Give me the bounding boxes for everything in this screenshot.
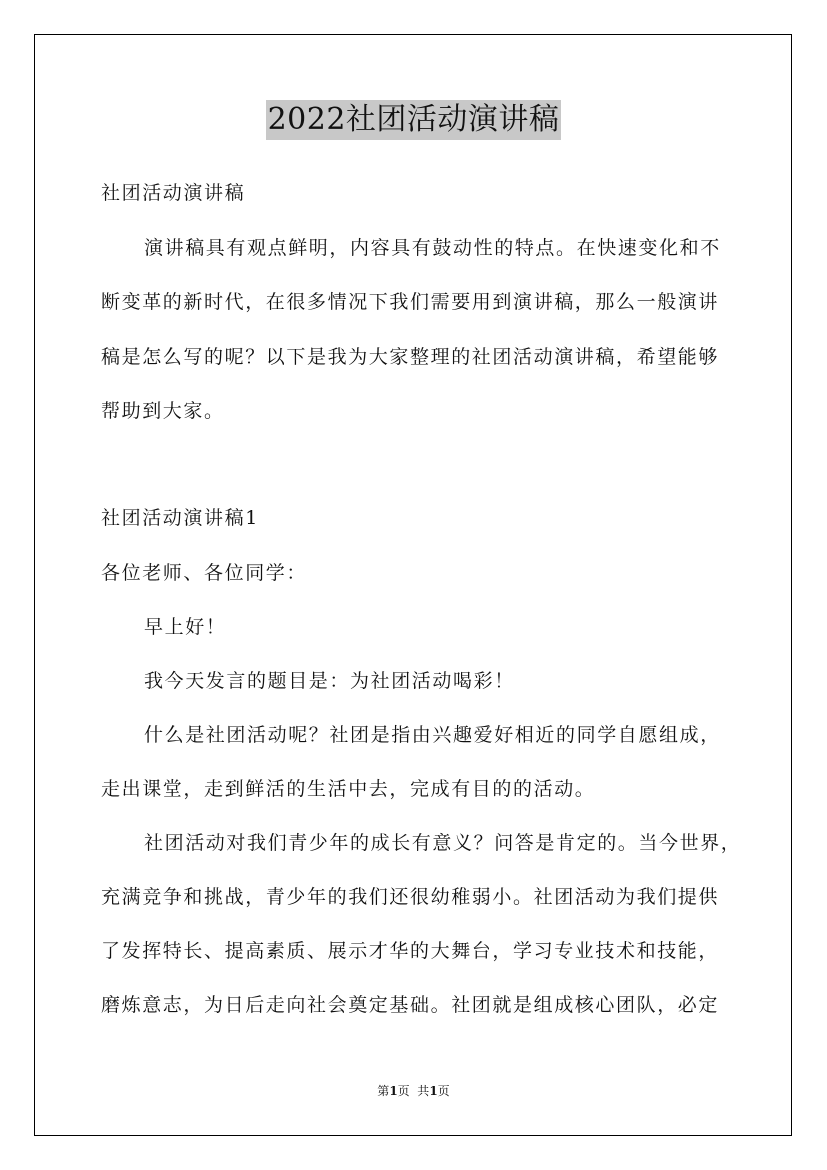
document-title: 2022社团活动演讲稿 (266, 100, 562, 140)
paragraph-line: 我今天发言的题目是：为社团活动喝彩！ (144, 670, 515, 692)
paragraph-line: 磨炼意志，为日后走向社会奠定基础。社团就是组成核心团队，必定 (101, 994, 720, 1016)
paragraph-line: 断变革的新时代，在很多情况下我们需要用到演讲稿，那么一般演讲 (101, 291, 720, 313)
subtitle-line: 社团活动演讲稿 (101, 182, 246, 204)
page-footer (0, 1083, 827, 1099)
footer-page-mid: 页 共 (397, 1084, 430, 1098)
paragraph-line: 稿是怎么写的呢？以下是我为大家整理的社团活动演讲稿，希望能够 (101, 346, 720, 368)
paragraph-line: 什么是社团活动呢？社团是指由兴趣爱好相近的同学自愿组成， (144, 724, 721, 746)
paragraph-line: 帮助到大家。 (101, 400, 225, 422)
title-wrap (0, 100, 827, 140)
footer-page-suffix: 页 (437, 1084, 450, 1098)
footer-page-current: 1 (389, 1084, 398, 1098)
paragraph-line: 了发挥特长、提高素质、展示才华的大舞台，学习专业技术和技能， (101, 940, 720, 962)
footer-page-prefix: 第 (377, 1084, 390, 1098)
paragraph-line: 早上好！ (144, 616, 227, 638)
section-heading: 社团活动演讲稿1 (101, 507, 259, 529)
paragraph-line: 走出课堂，走到鲜活的生活中去，完成有目的的活动。 (101, 778, 596, 800)
paragraph-line: 社团活动对我们青少年的成长有意义？问答是肯定的。当今世界， (144, 832, 742, 854)
salutation-line: 各位老师、各位同学： (101, 562, 308, 584)
footer-page-total: 1 (429, 1084, 438, 1098)
paragraph-line: 充满竞争和挑战，青少年的我们还很幼稚弱小。社团活动为我们提供 (101, 886, 720, 908)
paragraph-line: 演讲稿具有观点鲜明，内容具有鼓动性的特点。在快速变化和不 (144, 237, 721, 259)
